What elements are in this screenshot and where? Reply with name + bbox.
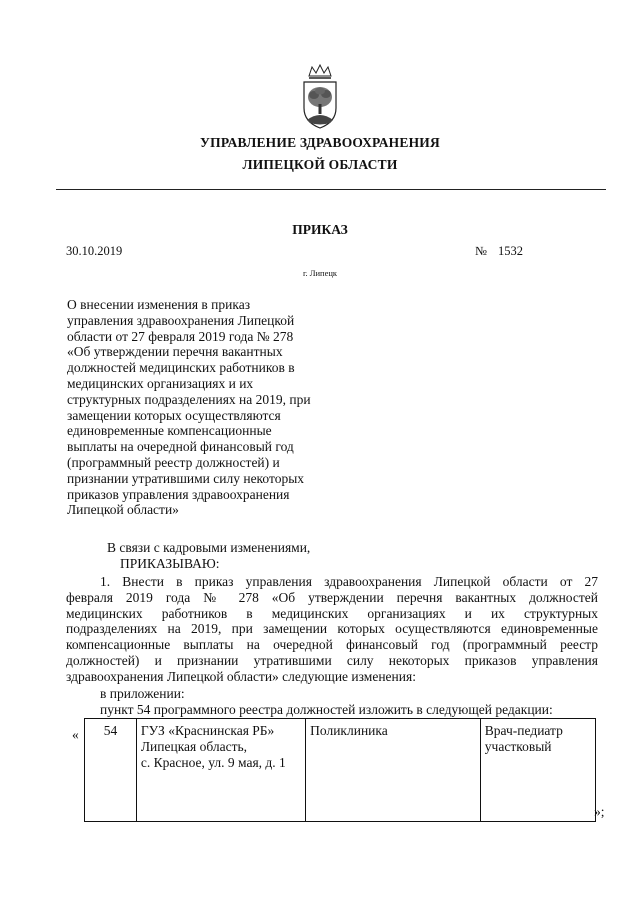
subject-line: «Об утверждении перечня вакантных (67, 344, 283, 360)
subject-line: О внесении изменения в приказ (67, 297, 251, 312)
order-city: г. Липецк (302, 268, 338, 278)
organization-line: ГУЗ «Краснинская РБ» (140, 723, 275, 738)
table-row (85, 719, 596, 822)
document-title: ПРИКАЗ (292, 222, 348, 237)
item-line: медицинских работников в медицинских организациях и их структурных (66, 605, 598, 621)
subject-line: выплаты на очередной финансовый год (67, 439, 294, 455)
organization-cell (136, 719, 305, 822)
subject-line: (программный реестр должностей) и (67, 454, 280, 470)
organization-line: Липецкая область, (140, 738, 248, 754)
organization-line: с. Красное, ул. 9 мая, д. 1 (140, 754, 286, 770)
order-number-sign: № (475, 244, 487, 258)
subject-line: приказов управления здравоохранения (67, 486, 290, 502)
opening-quote: « (72, 727, 79, 742)
subject-line: управления здравоохранения Липецкой (67, 312, 295, 328)
subject-line: структурных подразделениях на 2019, при (67, 391, 311, 407)
order-item-1 (66, 574, 598, 685)
subject-line: Липецкой области» (67, 502, 179, 518)
order-date: 30.10.2019 (66, 244, 123, 258)
point-54-line: пункт 54 программного реестра должностей изложить в следующей редакции: (100, 702, 553, 717)
subdivision-cell: Поликлиника (306, 719, 481, 822)
order-directive-word: ПРИКАЗЫВАЮ: (120, 556, 220, 571)
item-line: компенсационные выплаты на очередной финансовый год (программный реестр (66, 637, 598, 653)
closing-quote: »; (594, 804, 605, 819)
subject-line: единовременные компенсационные (67, 423, 272, 439)
appendix-line: в приложении: (100, 686, 185, 701)
header-divider (56, 189, 606, 190)
order-subject (67, 297, 337, 518)
subject-line: замещении которых осуществляются (67, 407, 281, 423)
row-number-cell: 54 (85, 719, 137, 822)
subject-line: медицинских организациях и их (67, 375, 254, 391)
subject-line: должностей медицинских работников в (67, 360, 295, 376)
organization-name-line2: ЛИПЕЦКОЙ ОБЛАСТИ (242, 157, 398, 172)
subject-line: области от 27 февраля 2019 года № 278 (67, 328, 294, 344)
registry-table (84, 718, 596, 822)
order-number: 1532 (498, 244, 523, 258)
subject-line: признании утратившими силу некоторых (67, 470, 305, 486)
item-line: февраля 2019 года № 278 «Об утверждении перечня вакантных должностей (66, 589, 598, 605)
preamble-text: В связи с кадровыми изменениями, (107, 540, 311, 555)
position-cell (480, 719, 595, 822)
item-line: здравоохранения Липецкой области» следующие изменения: (66, 668, 416, 684)
position-line: Врач-педиатр (484, 723, 563, 738)
item-line: подразделениях на 2019, при замещении которых осуществляются единовременные (66, 621, 598, 637)
position-line: участковый (484, 738, 552, 754)
organization-name-line1: УПРАВЛЕНИЕ ЗДРАВООХРАНЕНИЯ (200, 135, 440, 150)
item-line: 1. Внести в приказ управления здравоохранения Липецкой области от 27 (100, 574, 598, 589)
lipetsk-coat-of-arms-emblem (300, 62, 340, 130)
item-line: должностей) и признании утратившими силу некоторых приказов управления (66, 652, 598, 668)
